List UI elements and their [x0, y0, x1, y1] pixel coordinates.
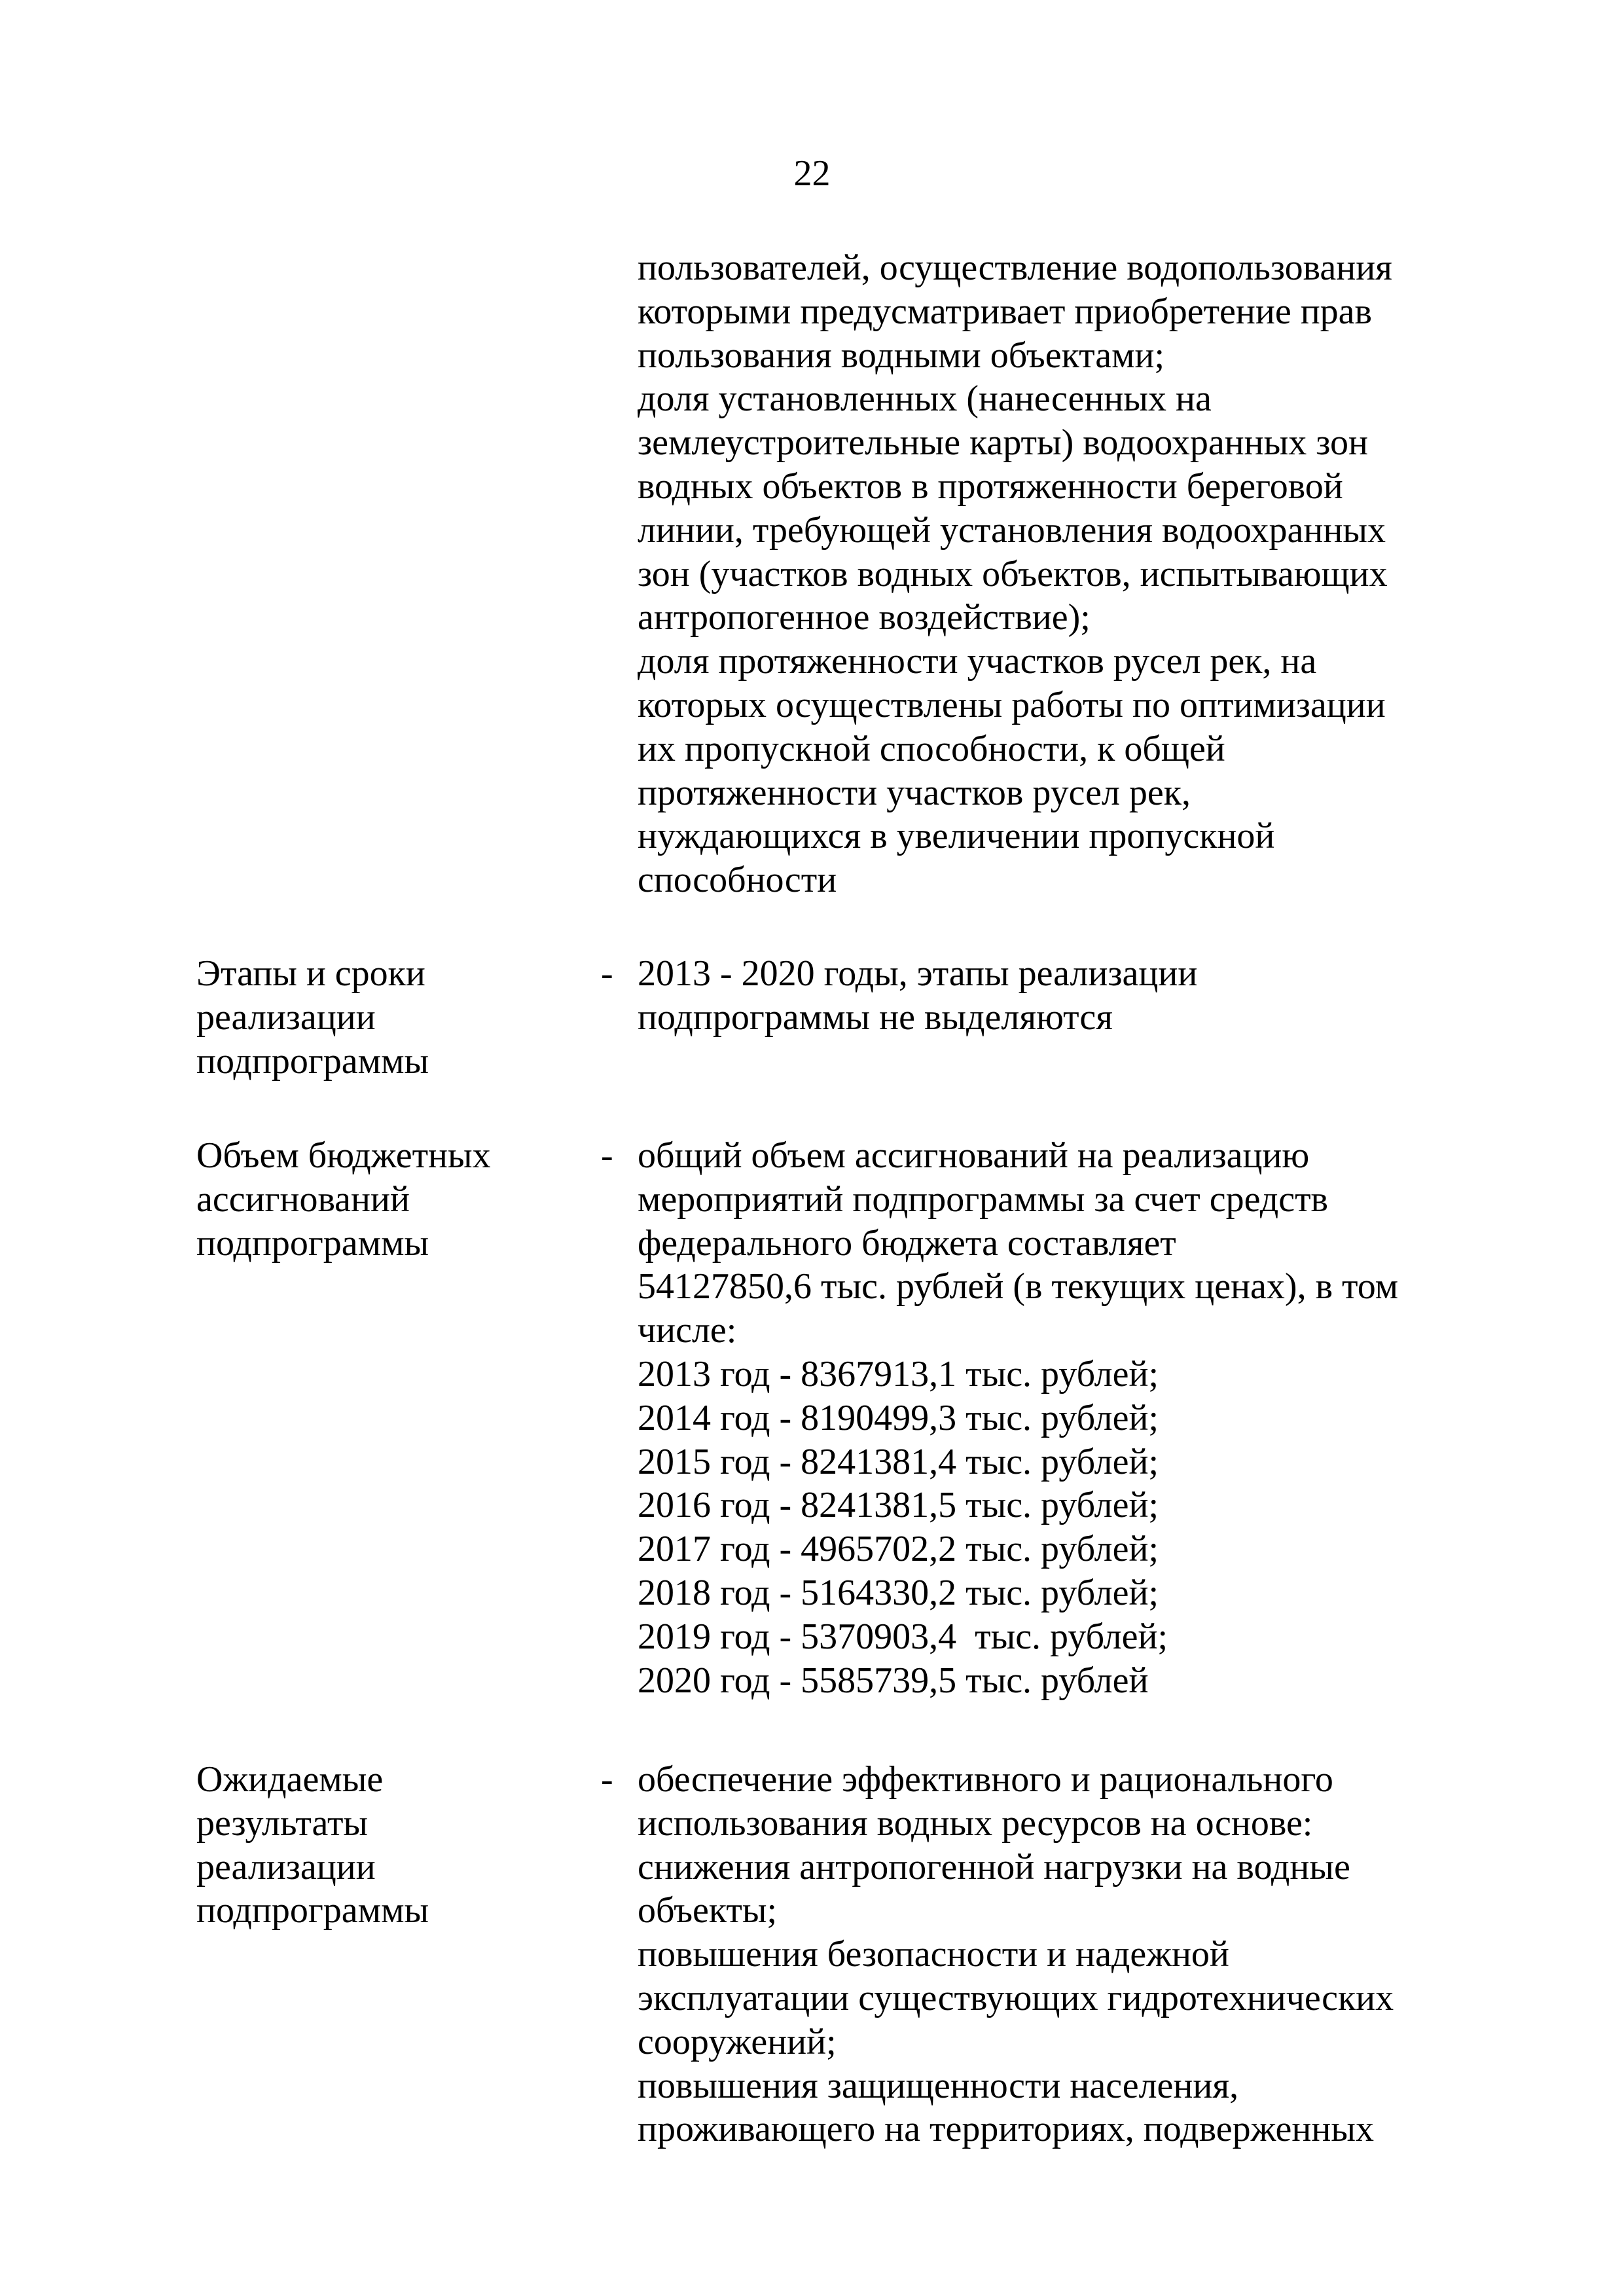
- dash-separator: -: [601, 953, 613, 994]
- text-line: мероприятий подпрограммы за счет средств: [638, 1178, 1328, 1220]
- dash-separator: -: [601, 1759, 613, 1800]
- text-line: 2016 год - 8241381,5 тыс. рублей;: [638, 1485, 1159, 1526]
- dash-separator: -: [601, 1135, 613, 1176]
- text-line: зон (участков водных объектов, испытывающих: [638, 553, 1388, 594]
- section-label: [196, 1758, 576, 1933]
- text-line: федерального бюджета составляет: [638, 1222, 1176, 1264]
- text-line: числе:: [638, 1310, 737, 1351]
- text-line: пользования водными объектами;: [638, 335, 1165, 376]
- section-value: [638, 1758, 1489, 2151]
- section-value: [638, 1134, 1489, 1702]
- section-label: [196, 952, 576, 1083]
- text-line: 2015 год - 8241381,4 тыс. рублей;: [638, 1441, 1159, 1482]
- text-line: способности: [638, 860, 837, 901]
- text-line: повышения безопасности и надежной: [638, 1934, 1229, 1975]
- text-line: реализации: [196, 1846, 376, 1887]
- text-line: реализации: [196, 996, 376, 1038]
- text-line: эксплуатации существующих гидротехнических: [638, 1977, 1394, 2018]
- text-line: их пропускной способности, к общей: [638, 728, 1225, 769]
- section-value: [638, 952, 1489, 1040]
- text-line: подпрограммы не выделяются: [638, 996, 1113, 1038]
- text-line: 2020 год - 5585739,5 тыс. рублей: [638, 1660, 1149, 1701]
- text-line: подпрограммы: [196, 1040, 429, 1082]
- text-line: доля установленных (нанесенных на: [638, 378, 1212, 420]
- text-line: 2017 год - 4965702,2 тыс. рублей;: [638, 1529, 1159, 1570]
- text-line: 2019 год - 5370903,4 тыс. рублей;: [638, 1616, 1168, 1657]
- text-line: сооружений;: [638, 2021, 837, 2062]
- text-line: Объем бюджетных: [196, 1135, 491, 1176]
- text-line: объекты;: [638, 1890, 778, 1931]
- text-line: общий объем ассигнований на реализацию: [638, 1135, 1310, 1176]
- text-line: результаты: [196, 1802, 369, 1844]
- section-label: [196, 1134, 576, 1265]
- text-line: протяженности участков русел рек,: [638, 772, 1191, 813]
- text-line: Ожидаемые: [196, 1759, 384, 1800]
- text-line: водных объектов в протяженности береговой: [638, 465, 1343, 507]
- text-line: землеустроительные карты) водоохранных зон: [638, 422, 1369, 464]
- text-line: снижения антропогенной нагрузки на водные: [638, 1846, 1350, 1887]
- text-line: антропогенное воздействие);: [638, 597, 1091, 638]
- text-line: нуждающихся в увеличении пропускной: [638, 816, 1275, 857]
- text-line: Этапы и сроки: [196, 953, 425, 994]
- text-line: которыми предусматривает приобретение прав: [638, 291, 1372, 332]
- text-line: подпрограммы: [196, 1222, 429, 1264]
- text-line: подпрограммы: [196, 1890, 429, 1931]
- page-number: 22: [793, 153, 831, 194]
- text-line: пользователей, осуществление водопользования: [638, 247, 1392, 288]
- text-line: ассигнований: [196, 1178, 410, 1220]
- text-line: проживающего на территориях, подверженных: [638, 2109, 1374, 2150]
- continuation-text: [638, 246, 1489, 902]
- text-line: доля протяженности участков русел рек, на: [638, 641, 1317, 682]
- text-line: использования водных ресурсов на основе:: [638, 1802, 1313, 1844]
- text-line: линии, требующей установления водоохранных: [638, 509, 1386, 551]
- text-line: 2013 год - 8367913,1 тыс. рублей;: [638, 1353, 1159, 1394]
- text-line: 2013 - 2020 годы, этапы реализации: [638, 953, 1198, 994]
- text-line: повышения защищенности населения,: [638, 2065, 1239, 2106]
- text-line: обеспечение эффективного и рационального: [638, 1759, 1333, 1800]
- text-line: 2018 год - 5164330,2 тыс. рублей;: [638, 1572, 1159, 1613]
- text-line: которых осуществлены работы по оптимизации: [638, 684, 1386, 725]
- text-line: 54127850,6 тыс. рублей (в текущих ценах), в том: [638, 1266, 1399, 1307]
- text-line: 2014 год - 8190499,3 тыс. рублей;: [638, 1397, 1159, 1438]
